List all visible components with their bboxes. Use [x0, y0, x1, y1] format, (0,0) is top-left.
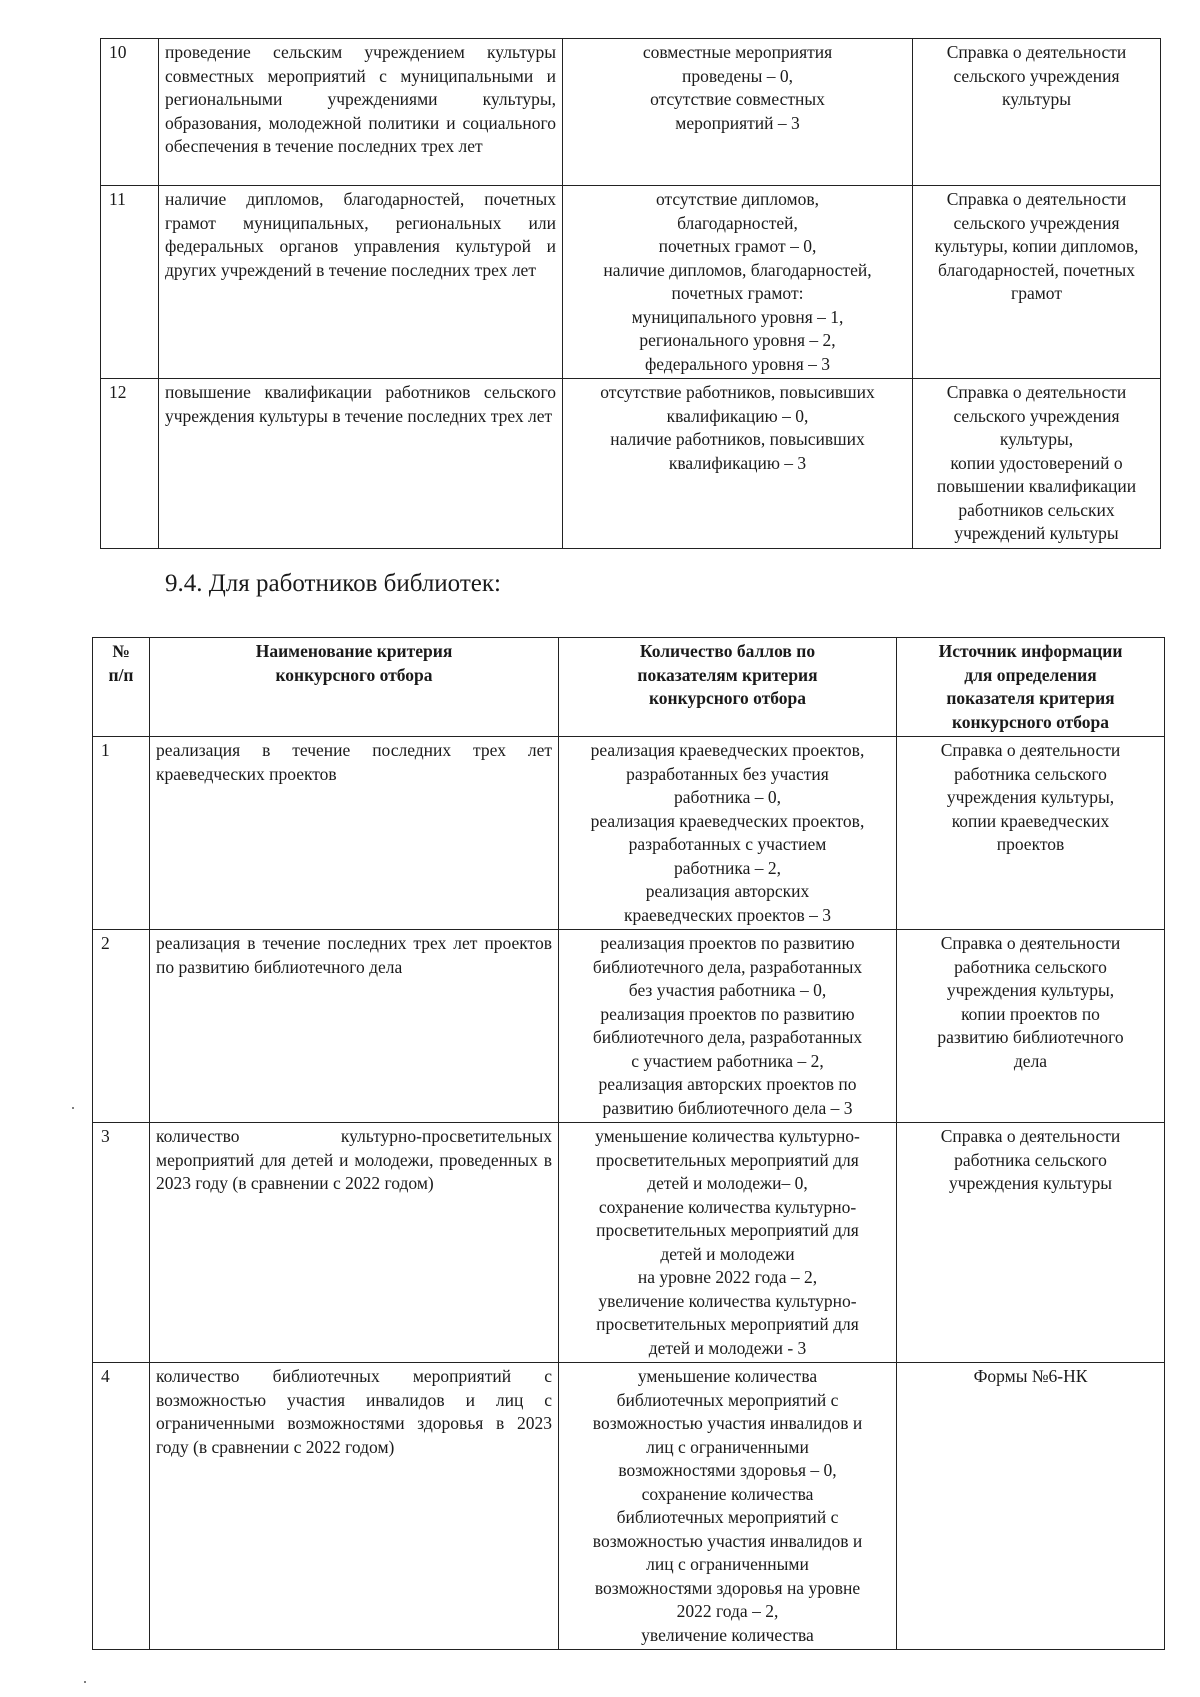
table-row [101, 186, 1161, 379]
criterion-text: реализация в течение последних трех лет проектов по развитию библиотечного дела [150, 930, 559, 1123]
header-points: Количество баллов по показателям критерия конкурсного отбора [559, 638, 897, 737]
criterion-text: количество культурно-просветительных мероприятий для детей и молодежи, проведенных в 2023 году (в сравнении с 2022 годом) [150, 1123, 559, 1363]
row-number: 3 [93, 1123, 150, 1363]
header-criterion: Наименование критерия конкурсного отбора [150, 638, 559, 737]
table-row [93, 1123, 1165, 1363]
points-cell: отсутствие дипломов, благодарностей, почетных грамот – 0, наличие дипломов, благодарностей, почетных грамот: муниципального уровня – 1, регионального уровня – 2, федерального уровня – 3 [563, 186, 913, 379]
row-number: 12 [101, 379, 159, 549]
table-row [93, 1363, 1165, 1650]
criteria-table-continued [100, 38, 1161, 549]
table-header-row [93, 638, 1165, 737]
points-cell: отсутствие работников, повысивших квалификацию – 0, наличие работников, повысивших квалификацию – 3 [563, 379, 913, 549]
source-cell: Справка о деятельности сельского учреждения культуры, копии дипломов, благодарностей, почетных грамот [913, 186, 1161, 379]
points-cell: уменьшение количества библиотечных мероприятий с возможностью участия инвалидов и лиц с ограниченными возможностями здоровья – 0, сохранение количества библиотечных мероприятий с возможностью участия инвалидов и лиц с ограниченными возможностями здоровья на уровне 2022 года – 2, увеличение количества [559, 1363, 897, 1650]
criterion-text: проведение сельским учреждением культуры совместных мероприятий с муниципальными и региональными учреждениями культуры, образования, молодежной политики и социального обеспечения в течение последних трех лет [159, 39, 563, 186]
points-cell: совместные мероприятия проведены – 0, отсутствие совместных мероприятий – 3 [563, 39, 913, 186]
scan-speck [84, 1681, 86, 1683]
points-cell: реализация краеведческих проектов, разработанных без участия работника – 0, реализация краеведческих проектов, разработанных с участием работника – 2, реализация авторских краеведческих проектов – 3 [559, 737, 897, 930]
header-num: № п/п [93, 638, 150, 737]
criterion-text: повышение квалификации работников сельского учреждения культуры в течение последних трех лет [159, 379, 563, 549]
row-number: 1 [93, 737, 150, 930]
points-cell: реализация проектов по развитию библиотечного дела, разработанных без участия работника – 0, реализация проектов по развитию библиотечного дела, разработанных с участием работника – 2, реализация авторских проектов по развитию библиотечного дела – 3 [559, 930, 897, 1123]
table-row [101, 39, 1161, 186]
source-cell: Формы №6-НК [897, 1363, 1165, 1650]
source-cell: Справка о деятельности работника сельского учреждения культуры [897, 1123, 1165, 1363]
source-cell: Справка о деятельности сельского учреждения культуры [913, 39, 1161, 186]
table-row [101, 379, 1161, 549]
criterion-text: наличие дипломов, благодарностей, почетных грамот муниципальных, региональных или федеральных органов управления культурой и других учреждений в течение последних трех лет [159, 186, 563, 379]
header-source: Источник информации для определения показателя критерия конкурсного отбора [897, 638, 1165, 737]
row-number: 10 [101, 39, 159, 186]
row-number: 2 [93, 930, 150, 1123]
points-cell: уменьшение количества культурно- просветительных мероприятий для детей и молодежи– 0, сохранение количества культурно- просветительных мероприятий для детей и молодежи на уровне 2022 года – 2, увеличение количества культурно- просветительных мероприятий для детей и молодежи - 3 [559, 1123, 897, 1363]
section-heading: 9.4. Для работников библиотек: [165, 570, 501, 597]
source-cell: Справка о деятельности сельского учреждения культуры, копии удостоверений о повышении квалификации работников сельских учреждений культуры [913, 379, 1161, 549]
criterion-text: реализация в течение последних трех лет краеведческих проектов [150, 737, 559, 930]
table-row [93, 930, 1165, 1123]
row-number: 11 [101, 186, 159, 379]
library-criteria-table [92, 637, 1165, 1650]
row-number: 4 [93, 1363, 150, 1650]
table-row [93, 737, 1165, 930]
source-cell: Справка о деятельности работника сельского учреждения культуры, копии краеведческих проектов [897, 737, 1165, 930]
criterion-text: количество библиотечных мероприятий с возможностью участия инвалидов и лиц с ограниченными возможностями здоровья в 2023 году (в сравнении с 2022 годом) [150, 1363, 559, 1650]
source-cell: Справка о деятельности работника сельского учреждения культуры, копии проектов по развитию библиотечного дела [897, 930, 1165, 1123]
scan-speck [72, 1107, 74, 1109]
